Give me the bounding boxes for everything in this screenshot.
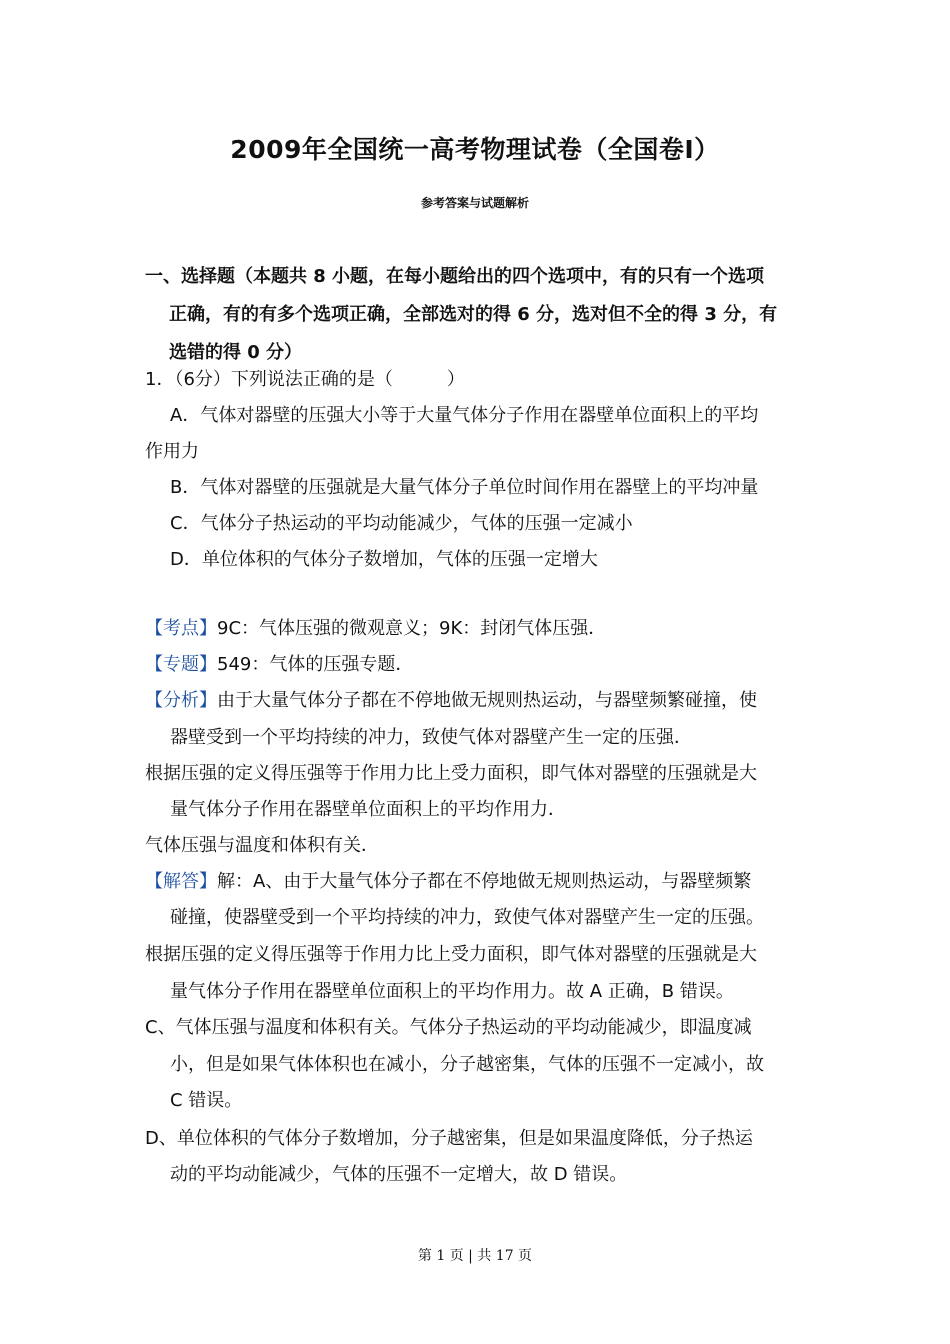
jieda-line: 根据压强的定义得压强等于作用力比上受力面积，即气体对器壁的压强就是大 <box>145 944 757 965</box>
option-b: B．气体对器壁的压强就是大量气体分子单位时间作用在器壁上的平均冲量 <box>170 477 759 498</box>
section-heading-line: 选错的得 0 分） <box>169 342 303 363</box>
kaodian-row <box>145 617 606 641</box>
jieda-line: C、气体压强与温度和体积有关。气体分子热运动的平均动能减少，即温度减 <box>145 1017 752 1038</box>
kaodian-tag: 【考点】 <box>145 618 217 639</box>
fenxi-line: 根据压强的定义得压强等于作用力比上受力面积，即气体对器壁的压强就是大 <box>145 763 757 784</box>
jieda-tag: 【解答】 <box>145 871 217 892</box>
fenxi-line: 量气体分子作用在器壁单位面积上的平均作用力． <box>170 799 566 820</box>
section-heading-line: 一、选择题（本题共 8 小题，在每小题给出的四个选项中，有的只有一个选项 <box>145 266 765 287</box>
fenxi-line: 器壁受到一个平均持续的冲力，致使气体对器壁产生一定的压强． <box>170 727 692 748</box>
jieda-text: 解：A、由于大量气体分子都在不停地做无规则热运动，与器壁频繁 <box>217 871 752 892</box>
jieda-line: 量气体分子作用在器壁单位面积上的平均作用力。故 A 正确，B 错误。 <box>170 981 734 1002</box>
option-a-continued: 作用力 <box>145 441 199 462</box>
fenxi-line: 气体压强与温度和体积有关． <box>145 835 379 856</box>
page-subtitle: 参考答案与试题解析 <box>420 196 529 210</box>
fenxi-row <box>145 689 757 713</box>
fenxi-text: 由于大量气体分子都在不停地做无规则热运动，与器壁频繁碰撞，使 <box>217 690 757 711</box>
jieda-line: 小，但是如果气体体积也在减小，分子越密集，气体的压强不一定减小，故 <box>170 1054 764 1075</box>
option-a: A．气体对器壁的压强大小等于大量气体分子作用在器壁单位面积上的平均 <box>170 405 759 426</box>
zhuanti-row <box>145 653 413 677</box>
jieda-line: 碰撞，使器壁受到一个平均持续的冲力，致使气体对器壁产生一定的压强。 <box>170 907 764 928</box>
kaodian-text: 9C：气体压强的微观意义；9K：封闭气体压强． <box>217 618 607 639</box>
jieda-line: 动的平均动能减少，气体的压强不一定增大，故 D 错误。 <box>170 1164 628 1185</box>
jieda-row <box>145 870 751 894</box>
option-c: C．气体分子热运动的平均动能减少，气体的压强一定减小 <box>170 513 633 534</box>
question-stem: 1．（6分）下列说法正确的是（ ） <box>145 369 465 390</box>
option-d: D．单位体积的气体分子数增加，气体的压强一定增大 <box>170 549 598 570</box>
section-heading-line: 正确，有的有多个选项正确，全部选对的得 6 分，选对但不全的得 3 分，有 <box>169 304 778 325</box>
page-footer: 第 1 页 | 共 17 页 <box>417 1248 533 1264</box>
zhuanti-tag: 【专题】 <box>145 654 217 675</box>
jieda-line: D、单位体积的气体分子数增加，分子越密集，但是如果温度降低，分子热运 <box>145 1128 753 1149</box>
zhuanti-text: 549：气体的压强专题． <box>217 654 414 675</box>
page-title: 2009年全国统一高考物理试卷（全国卷Ⅰ） <box>230 135 720 164</box>
fenxi-tag: 【分析】 <box>145 690 217 711</box>
section-heading <box>145 258 815 372</box>
jieda-line: C 错误。 <box>170 1090 243 1111</box>
